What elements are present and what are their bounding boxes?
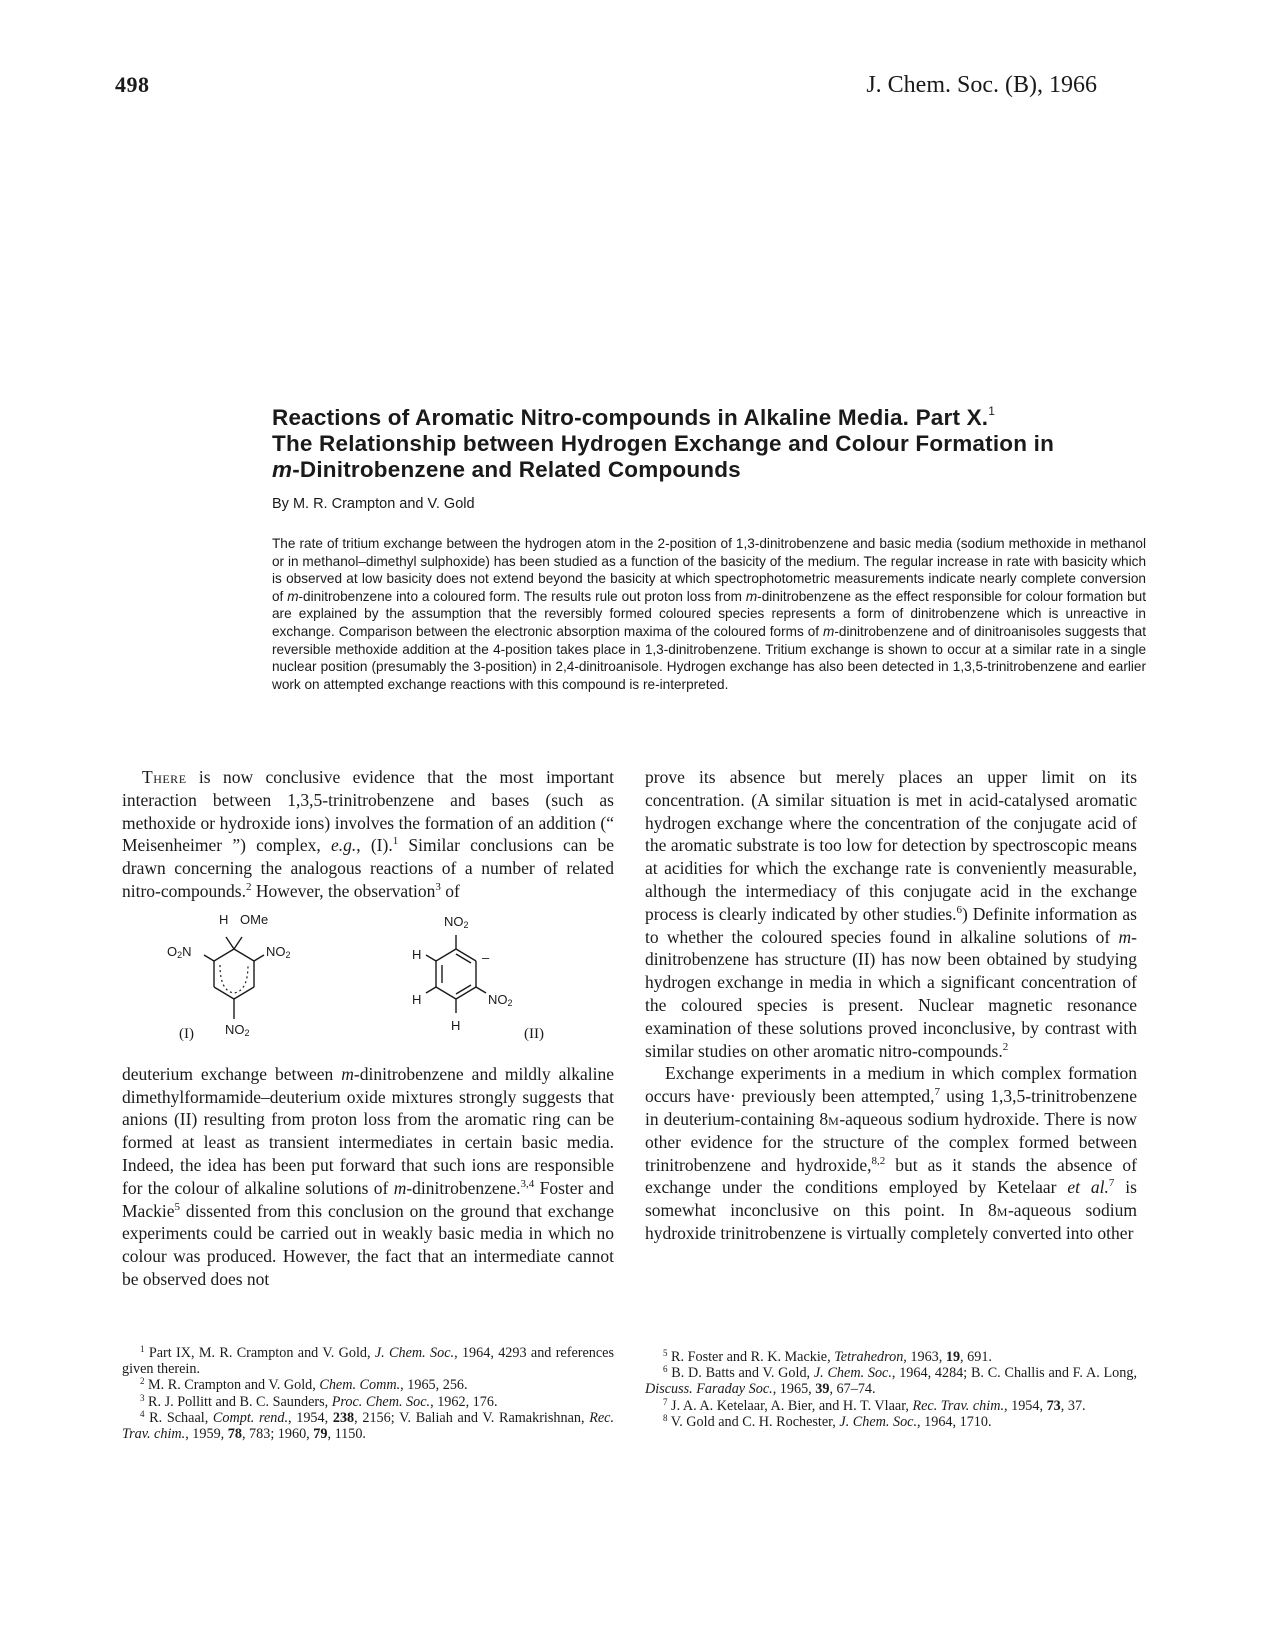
journal-name: Discuss. Faraday Soc. [645, 1381, 773, 1398]
ref-sup: 1 [392, 835, 399, 848]
no-symbol: NO [225, 1021, 245, 1037]
molar-unit: m [828, 1108, 840, 1129]
journal-name: J. Chem. Soc. [374, 1345, 455, 1361]
text: of [440, 880, 460, 901]
abstract-text: The rate of tritium exchange between the hydrogen atom in the 2-position of 1,3-dinitrobenzene and basic media (sodium methoxide in methanol or in methanol–dimethyl sulphoxide) has been studied as a function of the basicity of the medium. The regular increase in rate with basicity which is observed at low basicity does not extend beyond the basicity at which spectrophotometric measurements indicate nearly complete conversion of [272, 536, 1146, 604]
footnote-number: 6 [663, 1364, 668, 1375]
footnote-5 [645, 1349, 1137, 1365]
text: , 1964, 1710. [917, 1413, 992, 1430]
text: -aqueous sodium hydroxide. There is now other evidence for the structure of the complex formed between trinitrobenzene and hydroxide, [645, 1108, 1137, 1175]
abstract-italic: m [287, 588, 299, 604]
title-line-2: The Relationship between Hydrogen Exchange and Colour Formation in [272, 431, 1055, 456]
volume: 19 [945, 1349, 961, 1365]
ref-sup: 5 [174, 1200, 180, 1213]
journal-name: Compt. rend. [212, 1409, 289, 1426]
subscript: 2 [244, 1027, 250, 1038]
journal-name: Tetrahedron [834, 1349, 904, 1365]
text: dissented from this conclusion on the ground that exchange experiments could be carried out in weakly basic media in which no colour was produced. However, the fact that an intermediate cannot be observed does not [122, 1200, 614, 1289]
text: , 1965, 256. [400, 1377, 468, 1394]
struct-ii-h-top: H [412, 946, 422, 962]
text: , 1150. [327, 1426, 366, 1443]
footnote-8 [645, 1414, 1137, 1430]
left-column [122, 766, 614, 1291]
ref-sup: 3 [435, 880, 441, 893]
journal-name: Rec. Trav. chim. [912, 1397, 1004, 1414]
volume: 78 [227, 1426, 242, 1443]
text: Similar conclusions can be drawn concerning the analogous reactions of a number of related nitro-compounds. [122, 835, 614, 901]
text: , 2156; V. Baliah and V. Ramakrishnan, [354, 1409, 590, 1426]
footnote-number: 4 [140, 1408, 145, 1419]
structure-ii-ring [426, 935, 486, 1013]
struct-ii-no2-right [488, 993, 513, 1007]
journal-name: Rec. Trav. chim. [122, 1409, 615, 1443]
structures-figure [122, 907, 614, 1057]
text: , 1964, 4284; B. C. Challis and F. A. Long, [891, 1365, 1137, 1382]
text: , 1959, [185, 1426, 228, 1443]
volume: 79 [313, 1426, 328, 1443]
text: V. Gold and C. H. Rochester, [667, 1413, 840, 1430]
title-line-3: -Dinitrobenzene and Related Compounds [292, 457, 741, 482]
text-italic: m [393, 1177, 407, 1198]
text: prove its absence but merely places an upper limit on its concentration. (A similar situation is met in acid-catalysed aromatic hydrogen exchange where the concentration of the conjugate acid of the aromatic substrate is too low for detection by spectroscopic means at acidities for which the exchange rate is conveniently measurable, although the intermediacy of this conjugate acid in the exchange process is clearly indicated by other studies. [645, 767, 1137, 924]
ref-sup: 3,4 [520, 1177, 535, 1190]
article-title [272, 398, 1147, 483]
text: , 1962, 176. [430, 1393, 498, 1410]
text: M. R. Crampton and V. Gold, [144, 1377, 320, 1394]
paragraph [122, 1063, 614, 1291]
struct-i-label: (I) [179, 1025, 194, 1042]
text: , 1965, [772, 1381, 816, 1398]
footnote-3 [122, 1394, 614, 1410]
text: , 1963, [903, 1349, 946, 1365]
footnote-2 [122, 1377, 614, 1393]
text: Foster and Mackie [122, 1177, 614, 1221]
volume: 39 [815, 1381, 830, 1398]
structure-i-ring [204, 937, 264, 1019]
struct-i-no2-right [266, 945, 291, 959]
footnote-4 [122, 1410, 614, 1442]
text: R. Foster and R. K. Mackie, [667, 1349, 835, 1365]
abstract-text: -dinitrobenzene as the effect responsible for colour formation but are explained by the assumption that the reversibly formed coloured species represents a form of dinitrobenzene which is unreactive in exchange. Comparison between the electronic absorption maxima of the coloured forms of [272, 588, 1146, 639]
text-italic: m [1118, 926, 1132, 947]
text: using 1,3,5-trinitrobenzene in deuterium-containing 8 [645, 1086, 1137, 1129]
text: B. D. Batts and V. Gold, [667, 1365, 814, 1382]
footnote-7 [645, 1398, 1137, 1414]
struct-ii-h-bottom-left: H [412, 991, 422, 1007]
struct-ii-h-bottom: H [451, 1017, 461, 1033]
journal-name: Proc. Chem. Soc. [331, 1393, 431, 1410]
title-footnote-ref: 1 [988, 404, 996, 418]
o-symbol: O [167, 943, 178, 959]
struct-i-o2n [167, 945, 192, 959]
journal-name: Chem. Comm. [319, 1377, 401, 1394]
journal-citation: J. Chem. Soc. (B), 1966 [866, 72, 1097, 98]
footnote-number: 8 [663, 1412, 668, 1423]
footnote-number: 3 [140, 1392, 145, 1403]
text: J. A. A. Ketelaar, A. Bier, and H. T. Vlaar, [667, 1397, 913, 1414]
paragraph [122, 766, 614, 903]
delocalization-arc [220, 965, 248, 993]
text: is now conclusive evidence that the most important interaction between 1,3,5-trinitrobenzene and bases (such as methoxide or hydroxide ions) involves the formation of an addition (“ Meisenheimer ”) complex, [122, 767, 614, 856]
no-symbol: NO [488, 991, 508, 1007]
text-italic: m [341, 1063, 354, 1084]
text: deuterium exchange between [122, 1063, 342, 1084]
text: R. J. Pollitt and B. C. Saunders, [144, 1393, 332, 1410]
footnotes-right [645, 1349, 1137, 1430]
text: -aqueous sodium hydroxide trinitrobenzene is virtually completely converted into other [645, 1200, 1137, 1243]
abstract-text: -dinitrobenzene and of dinitroanisoles suggests that reversible methoxide addition at the 4-position takes place in 1,3-dinitrobenzene. Tritium exchange is shown to occur at a similar rate in a single nuclear position (presumably the 3-position) in 2,4-dinitroanisole. Hydrogen exchange has also been detected in 1,3,5-trinitrobenzene and earlier work on attempted exchange reactions with this compound is re-interpreted. [272, 623, 1146, 692]
text: , 783; 1960, [241, 1426, 314, 1443]
text: -dinitrobenzene has structure (II) has now been obtained by studying hydrogen exchange in media in which a significant concentration of the coloured species is present. Nuclear magnetic resonance examination of these solutions proved inconclusive, by contrast with similar studies on other aromatic nitro-compounds. [645, 926, 1137, 1061]
footnote-number: 7 [663, 1396, 668, 1407]
text: is somewhat inconclusive on this point. In 8 [645, 1177, 1137, 1221]
journal-name: J. Chem. Soc. [839, 1413, 918, 1430]
text: , 67–74. [829, 1381, 876, 1398]
text: , 691. [960, 1349, 992, 1365]
footnote-6 [645, 1365, 1137, 1397]
struct-i-h: H [219, 911, 229, 927]
text: -dinitrobenzene. [406, 1177, 521, 1198]
ref-sup: 6 [956, 903, 963, 916]
ref-sup: 7 [1108, 1177, 1115, 1190]
text: , 1964, 4293 and references given therein. [122, 1345, 614, 1378]
text-italic: e.g. [330, 835, 357, 856]
ref-sup: 8,2 [871, 1154, 886, 1167]
abstract-italic: m [823, 623, 835, 639]
molar-unit: m [996, 1200, 1008, 1221]
volume: 73 [1046, 1397, 1061, 1414]
text: , 1954, [288, 1409, 333, 1426]
subscript: 2 [177, 949, 183, 960]
text: R. Schaal, [144, 1409, 213, 1426]
authors: By M. R. Crampton and V. Gold [272, 496, 475, 512]
ref-sup: 2 [1002, 1040, 1009, 1053]
volume: 238 [332, 1409, 355, 1426]
text: , 37. [1060, 1397, 1086, 1414]
subscript: 2 [507, 997, 513, 1008]
text: , (I). [356, 835, 393, 856]
footnote-number: 1 [140, 1344, 145, 1354]
footnotes-left [122, 1345, 614, 1442]
no-symbol: NO [444, 913, 464, 929]
footnote-number: 2 [140, 1376, 145, 1387]
text: but as it stands the absence of exchange under the conditions employed by Ketelaar [645, 1154, 1137, 1198]
ref-sup: 2 [245, 880, 252, 893]
text: Part IX, M. R. Crampton and V. Gold, [144, 1345, 375, 1361]
paragraph [645, 766, 1137, 1062]
drop-word: There [142, 767, 187, 787]
text-italic: et al. [1067, 1177, 1109, 1198]
paragraph [645, 1062, 1137, 1244]
text: Exchange experiments in a medium in which complex formation occurs have· previously been attempted, [645, 1063, 1137, 1107]
text: However, the observation [251, 880, 436, 901]
abstract-text: -dinitrobenzene into a coloured form. The results rule out proton loss from [298, 588, 746, 604]
text: -dinitrobenzene and mildly alkaline dimethylformamide–deuterium oxide mixtures strongly suggests that anions (II) resulting from proton loss from the aromatic ring can be formed at least as transient intermediates in certain basic media. Indeed, the idea has been put forward that such ions are responsible for the colour of alkaline solutions of [122, 1063, 614, 1198]
n-symbol: N [182, 943, 192, 959]
struct-ii-minus: – [482, 949, 490, 965]
footnote-1 [122, 1345, 614, 1377]
struct-i-no2-bottom [225, 1023, 250, 1037]
subscript: 2 [285, 949, 291, 960]
abstract-italic: m [745, 588, 758, 604]
struct-ii-label: (II) [524, 1025, 544, 1042]
journal-name: J. Chem. Soc. [813, 1365, 892, 1382]
page-number: 498 [115, 72, 150, 97]
title-italic-m: m [272, 457, 293, 482]
footnote-number: 5 [663, 1348, 668, 1358]
subscript: 2 [463, 919, 469, 930]
text: ) Definite information as to whether the coloured species found in alkaline solutions of [645, 903, 1137, 947]
title-line-1: Reactions of Aromatic Nitro-compounds in Alkaline Media. Part X. [272, 405, 989, 430]
no-symbol: NO [266, 943, 286, 959]
struct-ii-no2-top [444, 915, 469, 929]
abstract [272, 535, 1146, 693]
ref-sup: 7 [934, 1086, 940, 1099]
text: , 1954, [1004, 1397, 1047, 1414]
struct-i-ome: OMe [240, 911, 269, 927]
right-column [645, 766, 1137, 1245]
